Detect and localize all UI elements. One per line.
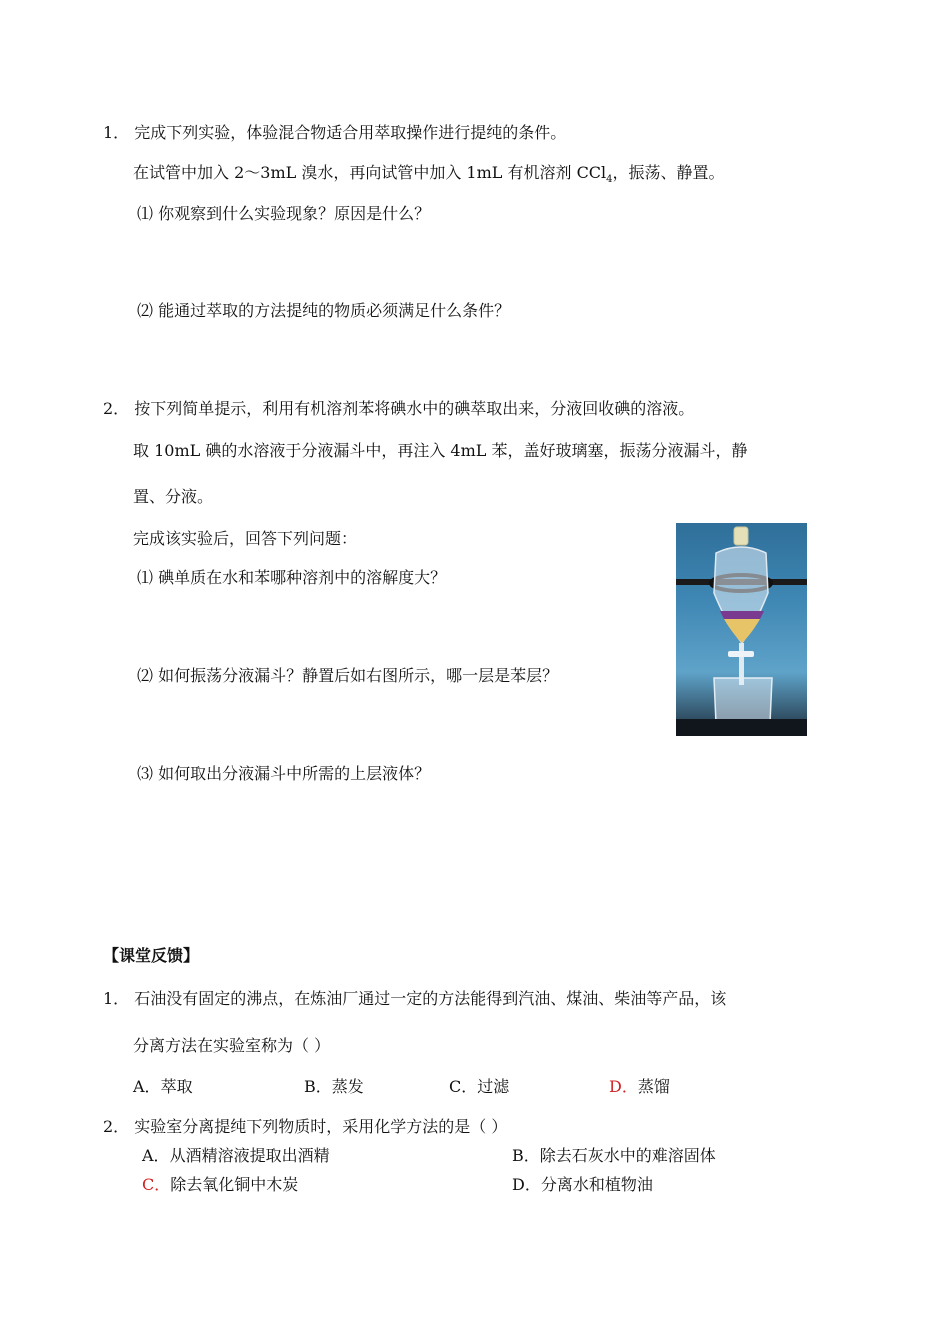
question-1-part-2: ⑵ 能通过萃取的方法提纯的物质必须满足什么条件？ [137, 301, 511, 320]
feedback-question-1 [103, 988, 726, 1010]
question-text: 按下列简单提示，利用有机溶剂苯将碘水中的碘萃取出来，分液回收碘的溶液。 [134, 399, 695, 418]
answer-letter: C． [142, 1175, 171, 1194]
question-text: 完成下列实验，体验混合物适合用萃取操作进行提纯的条件。 [134, 123, 567, 142]
feedback-question-1-line-2: 分离方法在实验室称为（ ） [133, 1036, 331, 1055]
option-d[interactable]: D．分离水和植物油 [512, 1175, 653, 1194]
option-c[interactable]: C．过滤 [449, 1077, 510, 1096]
section-title-feedback: 【课堂反馈】 [103, 946, 200, 965]
question-2-intro: 完成该实验后，回答下列问题： [133, 529, 358, 548]
option-a[interactable]: A．从酒精溶液提取出酒精 [142, 1146, 330, 1165]
question-1 [103, 122, 566, 144]
question-number: 2． [103, 1117, 130, 1136]
option-a[interactable]: A．萃取 [133, 1077, 193, 1096]
question-2-description-line-2: 置、分液。 [133, 487, 214, 506]
separatory-funnel-icon [676, 523, 807, 736]
question-2-part-2: ⑵ 如何振荡分液漏斗？静置后如右图所示，哪一层是苯层？ [137, 666, 559, 685]
question-2-part-1: ⑴ 碘单质在水和苯哪种溶剂中的溶解度大？ [137, 568, 447, 587]
question-text: 石油没有固定的沸点，在炼油厂通过一定的方法能得到汽油、煤油、柴油等产品，该 [134, 989, 727, 1008]
question-text: 实验室分离提纯下列物质时，采用化学方法的是（ ） [134, 1117, 508, 1136]
question-2 [103, 398, 694, 420]
question-2-part-3: ⑶ 如何取出分液漏斗中所需的上层液体？ [137, 764, 431, 783]
option-b[interactable]: B．除去石灰水中的难溶固体 [512, 1146, 716, 1165]
feedback-question-2 [103, 1116, 507, 1138]
question-2-description-line-1: 取 10mL 碘的水溶液于分液漏斗中，再注入 4mL 苯，盖好玻璃塞，振荡分液漏斗，静 [133, 441, 748, 460]
option-b[interactable]: B．蒸发 [304, 1077, 364, 1096]
answer-letter: D． [609, 1077, 638, 1096]
question-1-part-1: ⑴ 你观察到什么实验现象？原因是什么？ [137, 204, 431, 223]
option-c[interactable]: C．除去氧化铜中木炭 [142, 1175, 299, 1194]
question-1-description: 在试管中加入 2～3mL 溴水，再向试管中加入 1mL 有机溶剂 CCl$_4$，振荡、静置。 [133, 163, 725, 186]
question-number: 1． [103, 123, 130, 142]
question-number: 2． [103, 399, 130, 418]
separatory-funnel-photo [676, 523, 807, 736]
option-d[interactable]: D．蒸馏 [609, 1077, 670, 1096]
question-number: 1． [103, 989, 130, 1008]
